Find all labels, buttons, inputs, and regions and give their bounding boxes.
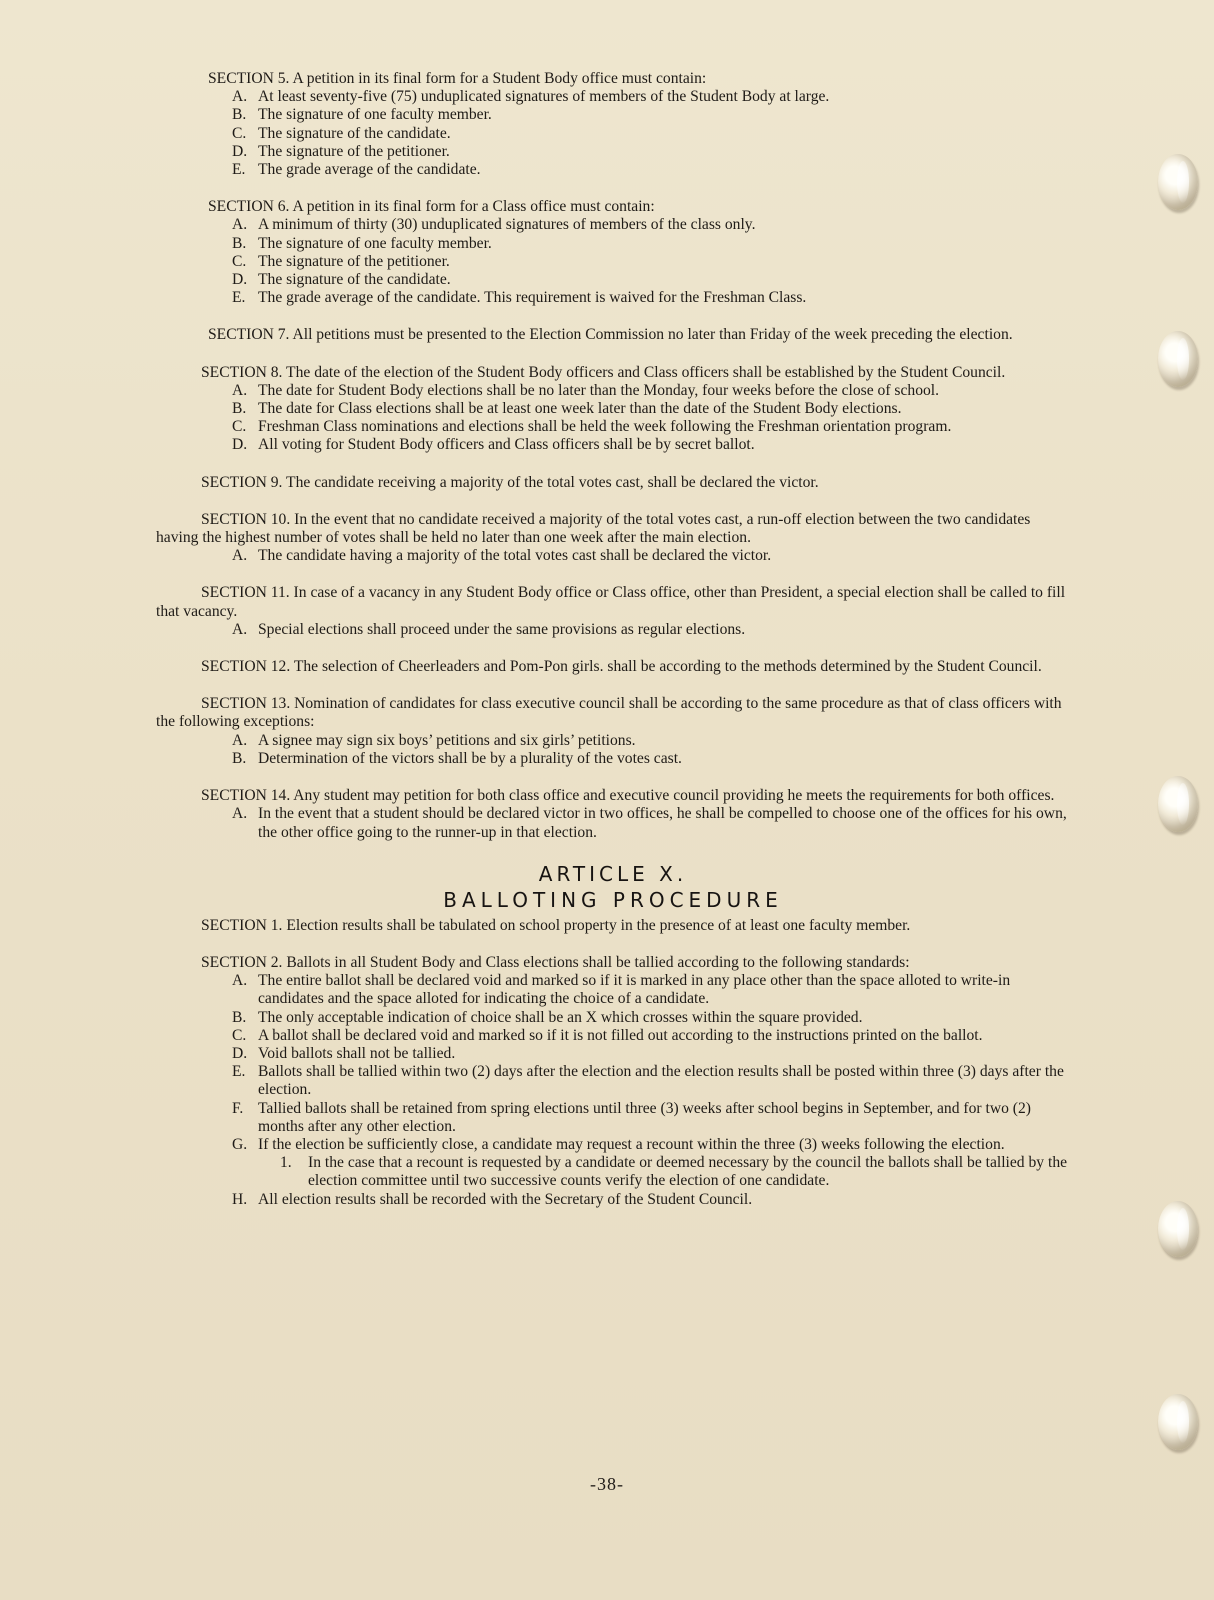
section-lead: SECTION 2. Ballots in all Student Body and Class elections shall be tallied according to the following standards: [201,953,910,971]
item-text: The signature of the petitioner. [258,142,450,160]
list-item [232,143,1070,161]
list-item [232,216,1070,234]
section-7 [156,326,1070,344]
section-9 [156,474,1070,492]
binder-hole-icon [1158,776,1198,832]
item-text: All voting for Student Body officers and Class officers shall be by secret ballot. [258,436,755,454]
list-item [232,106,1070,124]
binder-hole-icon [1158,1394,1198,1450]
section-lead: SECTION 12. The selection of Cheerleaders and Pom-Pon girls. shall be according to the methods determined by the Student Council. [201,658,1042,676]
list-item [232,805,1070,841]
list-item [232,382,1070,400]
list-item [232,235,1070,253]
section-8 [156,364,1070,455]
article-title: ARTICLE X. [538,861,688,886]
binder-hole-icon [1158,1201,1198,1257]
article-section-2 [156,954,1070,1209]
item-key: A. [232,731,248,749]
section-lead: SECTION 10. In the event that no candidate received a majority of the total votes cast, a run-off election between the two candidates having the highest number of votes shall be held no later than one week after the main election. [156,510,1031,547]
item-key: A. [232,216,248,234]
item-key: C. [232,252,247,270]
section-lead: SECTION 8. The date of the election of the Student Body officers and Class officers shall be established by the Student Council. [201,363,1006,381]
item-text: Special elections shall proceed under the same provisions as regular elections. [258,620,746,638]
item-text: The signature of the candidate. [258,271,451,289]
item-key: A. [232,88,248,106]
section-13 [156,695,1070,768]
list-item [232,1027,1070,1045]
list-item [232,436,1070,454]
item-key: E. [232,1063,246,1081]
item-key: H. [232,1190,248,1208]
item-key: B. [232,749,247,767]
article-subtitle: BALLOTING PROCEDURE [443,887,783,912]
item-text: At least seventy-five (75) unduplicated signatures of members of the Student Body at large. [258,88,830,106]
item-key: C. [232,124,247,142]
section-11 [156,584,1070,639]
sub-list-item [280,1154,1070,1190]
item-text: A signee may sign six boys’ petitions and six girls’ petitions. [258,731,636,749]
section-lead: SECTION 7. All petitions must be presented to the Election Commission no later than Friday of the week preceding the election. [208,326,1013,344]
item-key: E. [232,289,246,307]
section-lead: SECTION 5. A petition in its final form for a Student Body office must contain: [208,70,707,87]
item-key: D. [232,1044,248,1062]
list-item [232,1063,1070,1099]
list-item [232,400,1070,418]
item-text: The date for Class elections shall be at least one week later than the date of the Student Body elections. [258,400,902,418]
item-text: The candidate having a majority of the total votes cast shall be declared the victor. [258,547,772,565]
list-item [232,418,1070,436]
item-key: F. [232,1099,244,1117]
list-item [232,750,1070,768]
item-text: Freshman Class nominations and elections shall be held the week following the Freshman orientation program. [258,418,952,436]
list-item [232,88,1070,106]
section-lead: SECTION 1. Election results shall be tabulated on school property in the presence of at least one faculty member. [201,916,911,934]
list-item [232,1136,1070,1154]
list-item [232,253,1070,271]
section-lead: SECTION 9. The candidate receiving a majority of the total votes cast, shall be declared the victor. [201,473,819,491]
item-key: B. [232,234,247,252]
section-14 [156,787,1070,842]
item-key: C. [232,418,247,436]
item-text: The only acceptable indication of choice shall be an X which crosses within the square provided. [258,1008,863,1026]
document-body [156,70,1070,1228]
item-key: A. [232,972,248,990]
item-text: In the event that a student should be declared victor in two offices, he shall be compelled to choose one of the offices for his own, the other office going to the runner-up in that election. [258,805,1067,841]
section-6 [156,198,1070,307]
item-key: E. [232,161,246,179]
item-key: G. [232,1135,248,1153]
section-5 [156,70,1070,179]
list-item [232,161,1070,179]
item-key: B. [232,106,247,124]
item-text: Tallied ballots shall be retained from spring elections until three (3) weeks after school begins in September, and for two (2) months after any other election. [258,1099,1031,1135]
item-text: The date for Student Body elections shall be no later than the Monday, four weeks before the close of school. [258,381,940,399]
item-key: D. [232,271,248,289]
item-key: B. [232,400,247,418]
item-key: B. [232,1008,247,1026]
item-text: Ballots shall be tallied within two (2) days after the election and the election results shall be posted within three (3) days after the election. [258,1063,1064,1099]
article-section-1 [156,917,1070,935]
item-key: 1. [280,1154,292,1172]
section-10 [156,511,1070,566]
item-text: Determination of the victors shall be by a plurality of the votes cast. [258,749,682,767]
item-key: C. [232,1026,247,1044]
item-key: A. [232,805,248,823]
list-item [232,1045,1070,1063]
list-item [232,125,1070,143]
item-text: The entire ballot shall be declared void and marked so if it is marked in any place other than the space alloted to write-in candidates and the space alloted for indicating the choice of a candidate. [258,972,1011,1008]
list-item [232,547,1070,565]
list-item [232,289,1070,307]
item-text: In the case that a recount is requested by a candidate or deemed necessary by the council the ballots shall be tallied by the election committee until two successive counts verify the election of one candidate. [308,1154,1068,1190]
item-key: A. [232,620,248,638]
section-lead: SECTION 6. A petition in its final form for a Class office must contain: [208,198,655,216]
binder-hole-icon [1158,331,1198,387]
page-number: -38- [590,1474,624,1494]
list-item [232,271,1070,289]
list-item [232,972,1070,1008]
item-key: D. [232,142,248,160]
section-12 [156,658,1070,676]
list-item [232,1009,1070,1027]
article-heading [156,861,1070,913]
item-text: A minimum of thirty (30) unduplicated signatures of members of the class only. [258,216,756,234]
item-text: A ballot shall be declared void and marked so if it is not filled out according to the instructions printed on the ballot. [258,1026,983,1044]
list-item [232,732,1070,750]
item-text: Void ballots shall not be tallied. [258,1044,456,1062]
list-item [232,1100,1070,1136]
item-key: D. [232,436,248,454]
binder-hole-icon [1158,154,1198,210]
item-text: All election results shall be recorded with the Secretary of the Student Council. [258,1190,753,1208]
section-lead: SECTION 14. Any student may petition for both class office and executive council providing he meets the requirements for both offices. [201,787,1055,805]
item-key: A. [232,547,248,565]
item-text: The signature of the petitioner. [258,252,450,270]
item-text: The grade average of the candidate. [258,161,481,179]
item-text: If the election be sufficiently close, a candidate may request a recount within the three (3) weeks following the election. [258,1135,1005,1153]
item-text: The signature of one faculty member. [258,234,492,252]
item-text: The signature of the candidate. [258,124,451,142]
section-lead: SECTION 11. In case of a vacancy in any Student Body office or Class office, other than President, a special election shall be called to fill that vacancy. [156,584,1066,620]
list-item [232,621,1070,639]
item-text: The grade average of the candidate. This requirement is waived for the Freshman Class. [258,289,807,307]
section-lead: SECTION 13. Nomination of candidates for class executive council shall be according to the same procedure as that of class officers with the following exceptions: [156,695,1062,731]
list-item [232,1191,1070,1209]
item-text: The signature of one faculty member. [258,106,492,124]
item-key: A. [232,381,248,399]
